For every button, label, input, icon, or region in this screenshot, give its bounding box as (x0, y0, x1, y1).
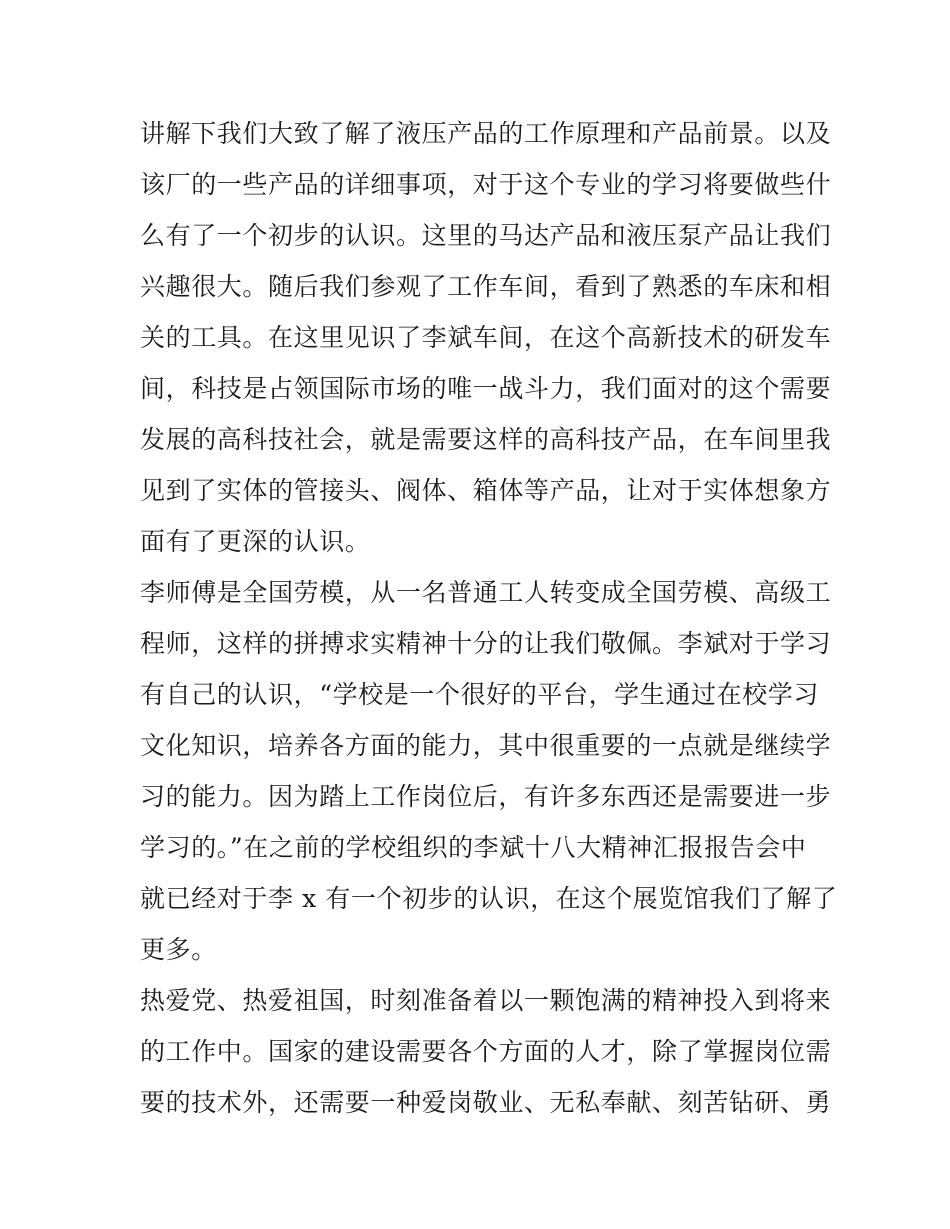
text-line: 李师傅是全国劳模，从一名普通工人转变成全国劳模、高级工 (140, 578, 832, 607)
text-line: 就已经对于李 x 有一个初步的认识，在这个展览馆我们了解了 (140, 884, 838, 913)
text-line: 发展的高科技社会，就是需要这样的高科技产品，在车间里我 (140, 425, 832, 454)
text-line: 程师，这样的拼搏求实精神十分的让我们敬佩。李斌对于学习 (140, 629, 832, 658)
text-line: 文化知识，培养各方面的能力，其中很重要的一点就是继续学 (140, 731, 832, 760)
text-line: 该厂的一些产品的详细事项，对于这个专业的学习将要做些什 (140, 170, 832, 199)
text-line: 面有了更深的认识。 (140, 527, 371, 556)
text-line: 兴趣很大。随后我们参观了工作车间，看到了熟悉的车床和相 (140, 272, 832, 301)
text-line: 讲解下我们大致了解了液压产品的工作原理和产品前景。以及 (140, 119, 832, 148)
text-line: 更多。 (140, 935, 217, 964)
text-line: 的工作中。国家的建设需要各个方面的人才，除了掌握岗位需 (140, 1037, 832, 1066)
text-line: 学习的。”在之前的学校组织的李斌十八大精神汇报报告会中 (140, 833, 807, 862)
text-line: 有自己的认识，“学校是一个很好的平台，学生通过在校学习 (140, 680, 819, 709)
text-line: 习的能力。因为踏上工作岗位后，有许多东西还是需要进一步 (140, 782, 832, 811)
text-line: 热爱党、热爱祖国，时刻准备着以一颗饱满的精神投入到将来 (140, 986, 832, 1015)
text-line: 见到了实体的管接头、阀体、箱体等产品，让对于实体想象方 (140, 476, 832, 505)
text-line: 么有了一个初步的认识。这里的马达产品和液压泵产品让我们 (140, 221, 832, 250)
body-text (140, 108, 838, 1128)
text-line: 关的工具。在这里见识了李斌车间，在这个高新技术的研发车 (140, 323, 832, 352)
text-line: 要的技术外，还需要一种爱岗敬业、无私奉献、刻苦钻研、勇 (140, 1088, 832, 1117)
text-line: 间，科技是占领国际市场的唯一战斗力，我们面对的这个需要 (140, 374, 832, 403)
